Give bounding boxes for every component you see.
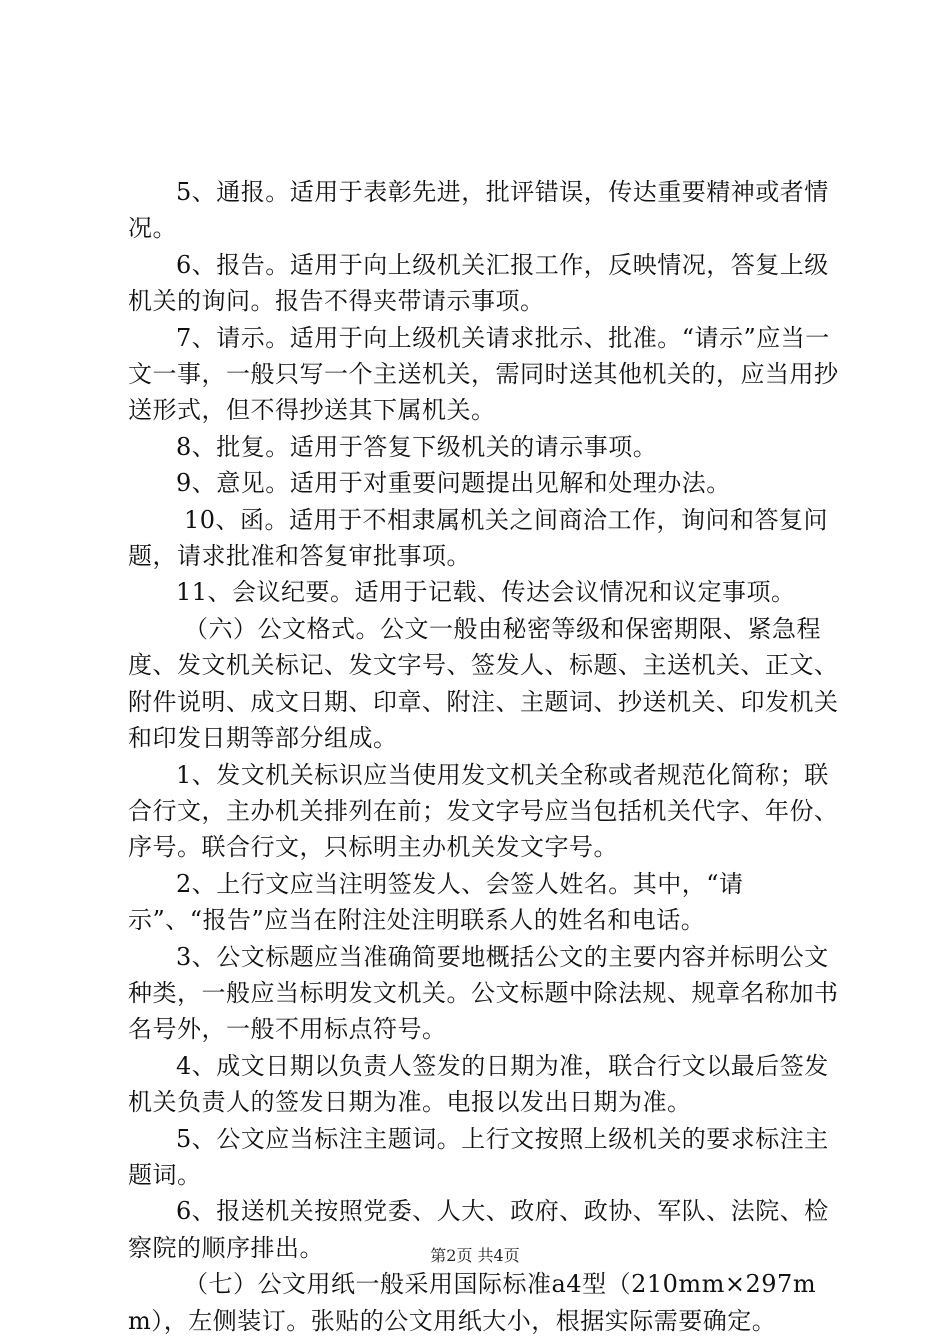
page-number-footer: 第2页 共4页 bbox=[430, 1246, 520, 1265]
paragraph-baogao: 6、报告。适用于向上级机关汇报工作，反映情况，答复上级机关的询问。报告不得夹带请示事项。 bbox=[128, 250, 829, 316]
paragraph-qingshi: 7、请示。适用于向上级机关请求批示、批准。“请示”应当一文一事，一般只写一个主送机关，需同时送其他机关的，应当用抄送形式，但不得抄送其下属机关。 bbox=[128, 323, 839, 425]
paragraph-han: 10、函。适用于不相隶属机关之间商洽工作，询问和答复问题，请求批准和答复审批事项。 bbox=[128, 505, 829, 571]
paragraph-gongwen-biaoti: 3、公文标题应当准确简要地概括公文的主要内容并标明公文种类，一般应当标明发文机关。公文标题中除法规、规章名称加书名号外，一般不用标点符号。 bbox=[128, 942, 839, 1044]
paragraph-chengwen-riqi: 4、成文日期以负责人签发的日期为准，联合行文以最后签发机关负责人的签发日期为准。电报以发出日期为准。 bbox=[128, 1051, 829, 1117]
paragraph-tongbao: 5、通报。适用于表彰先进，批评错误，传达重要精神或者情况。 bbox=[128, 178, 829, 243]
paragraph-zhutici: 5、公文应当标注主题词。上行文按照上级机关的要求标注主题词。 bbox=[128, 1124, 829, 1189]
paragraph-pifu: 8、批复。适用于答复下级机关的请示事项。 bbox=[176, 432, 658, 461]
document-body bbox=[128, 174, 840, 1339]
paragraph-gongwen-yongzhi: （七）公文用纸一般采用国际标准a4型（210mm×297mm），左侧装订。张贴的公文用纸大小，根据实际需要确定。 bbox=[128, 1270, 817, 1335]
paragraph-fawen-biaoshi: 1、发文机关标识应当使用发文机关全称或者规范化简称；联合行文，主办机关排列在前；发文字号应当包括机关代字、年份、序号。联合行文，只标明主办机关发文字号。 bbox=[128, 760, 839, 862]
paragraph-yijian: 9、意见。适用于对重要问题提出见解和处理办法。 bbox=[176, 469, 731, 498]
paragraph-qianfaren: 2、上行文应当注明签发人、会签人姓名。其中，“请示”、“报告”应当在附注处注明联系人的姓名和电话。 bbox=[128, 869, 744, 935]
paragraph-baosong-jiguan: 6、报送机关按照党委、人大、政府、政协、军队、法院、检察院的顺序排出。 bbox=[128, 1197, 829, 1262]
paragraph-huiyi-jiyao: 11、会议纪要。适用于记载、传达会议情况和议定事项。 bbox=[176, 578, 796, 607]
paragraph-gongwen-geshi: （六）公文格式。公文一般由秘密等级和保密期限、紧急程度、发文机关标记、发文字号、签发人、标题、主送机关、正文、附件说明、成文日期、印章、附注、主题词、抄送机关、印发机关和印发日期等部分组成。 bbox=[128, 614, 839, 753]
